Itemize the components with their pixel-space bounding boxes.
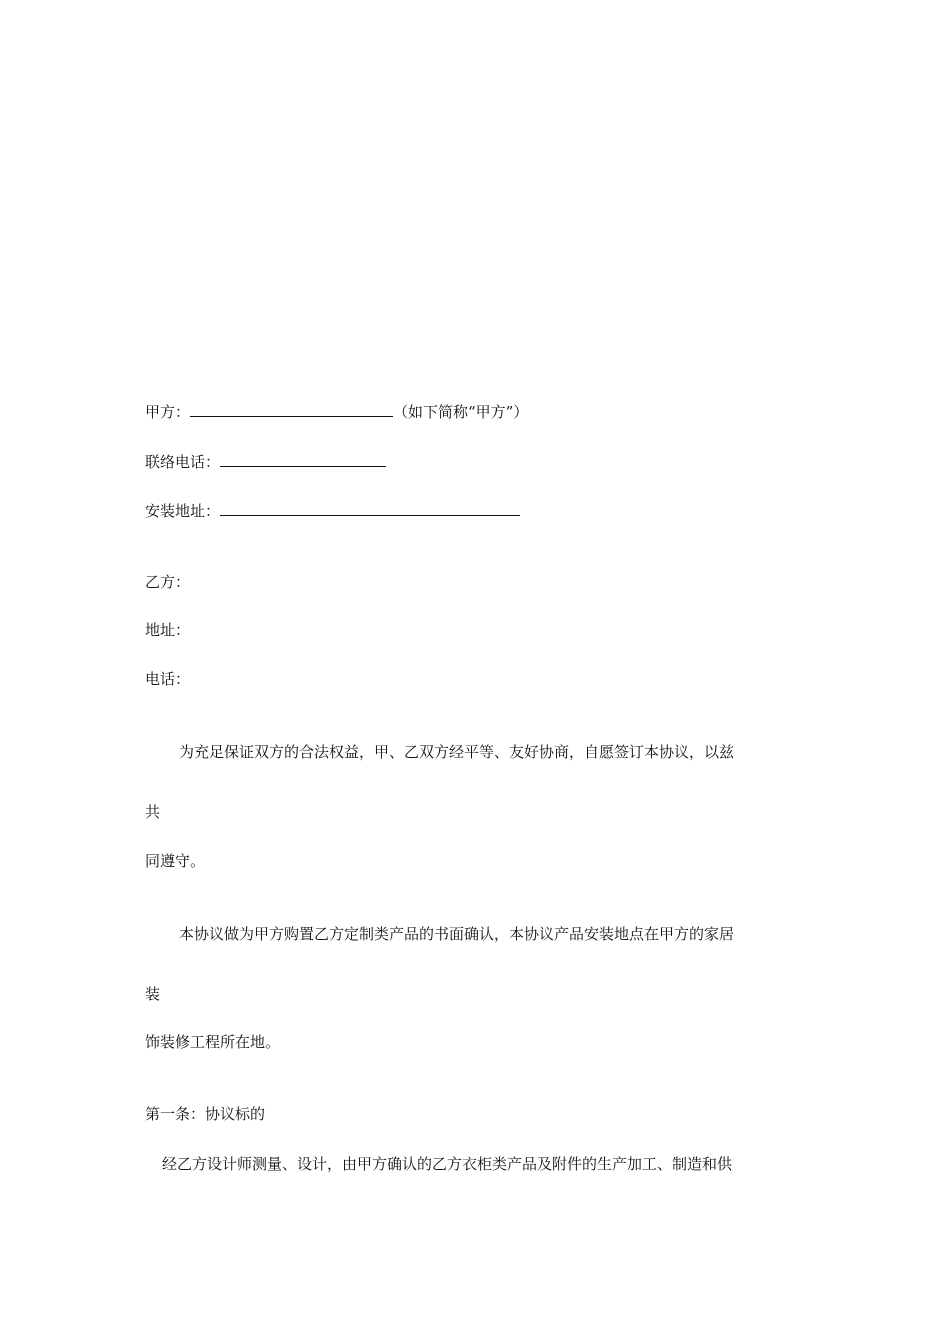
party-a-address-blank: [220, 500, 520, 516]
party-a-line: [145, 401, 528, 422]
party-b-phone-label: 电话：: [145, 670, 191, 688]
article-1-title: 第一条：协议标的: [145, 1105, 266, 1123]
party-a-label: 甲方：: [145, 403, 191, 421]
party-a-address-line: [145, 500, 520, 521]
paragraph-1-line-2: 共: [145, 803, 161, 821]
party-a-phone-line: [145, 451, 386, 472]
article-1-text: 经乙方设计师测量、设计，由甲方确认的乙方衣柜类产品及附件的生产加工、制造和供: [162, 1155, 733, 1173]
party-a-phone-blank: [220, 451, 386, 467]
party-b-address-label: 地址：: [145, 621, 191, 639]
party-b-phone-line: [145, 669, 190, 689]
party-a-address-label: 安装地址：: [145, 502, 221, 520]
party-b-address-line: [145, 620, 190, 640]
party-b-line: [145, 572, 190, 592]
paragraph-1-line-3: 同遵守。: [145, 852, 206, 870]
party-a-name-blank: [190, 401, 393, 417]
paragraph-2-line-2: 装: [145, 985, 161, 1003]
party-b-label: 乙方：: [145, 573, 191, 591]
party-a-suffix: （如下简称“甲方”）: [393, 403, 529, 421]
party-a-phone-label: 联络电话：: [145, 453, 221, 471]
paragraph-2-line-3: 饰装修工程所在地。: [145, 1033, 281, 1051]
paragraph-1-line-1: 为充足保证双方的合法权益，甲、乙双方经平等、友好协商，自愿签订本协议，以兹: [179, 743, 735, 761]
paragraph-2-line-1: 本协议做为甲方购置乙方定制类产品的书面确认，本协议产品安装地点在甲方的家居: [179, 925, 735, 943]
